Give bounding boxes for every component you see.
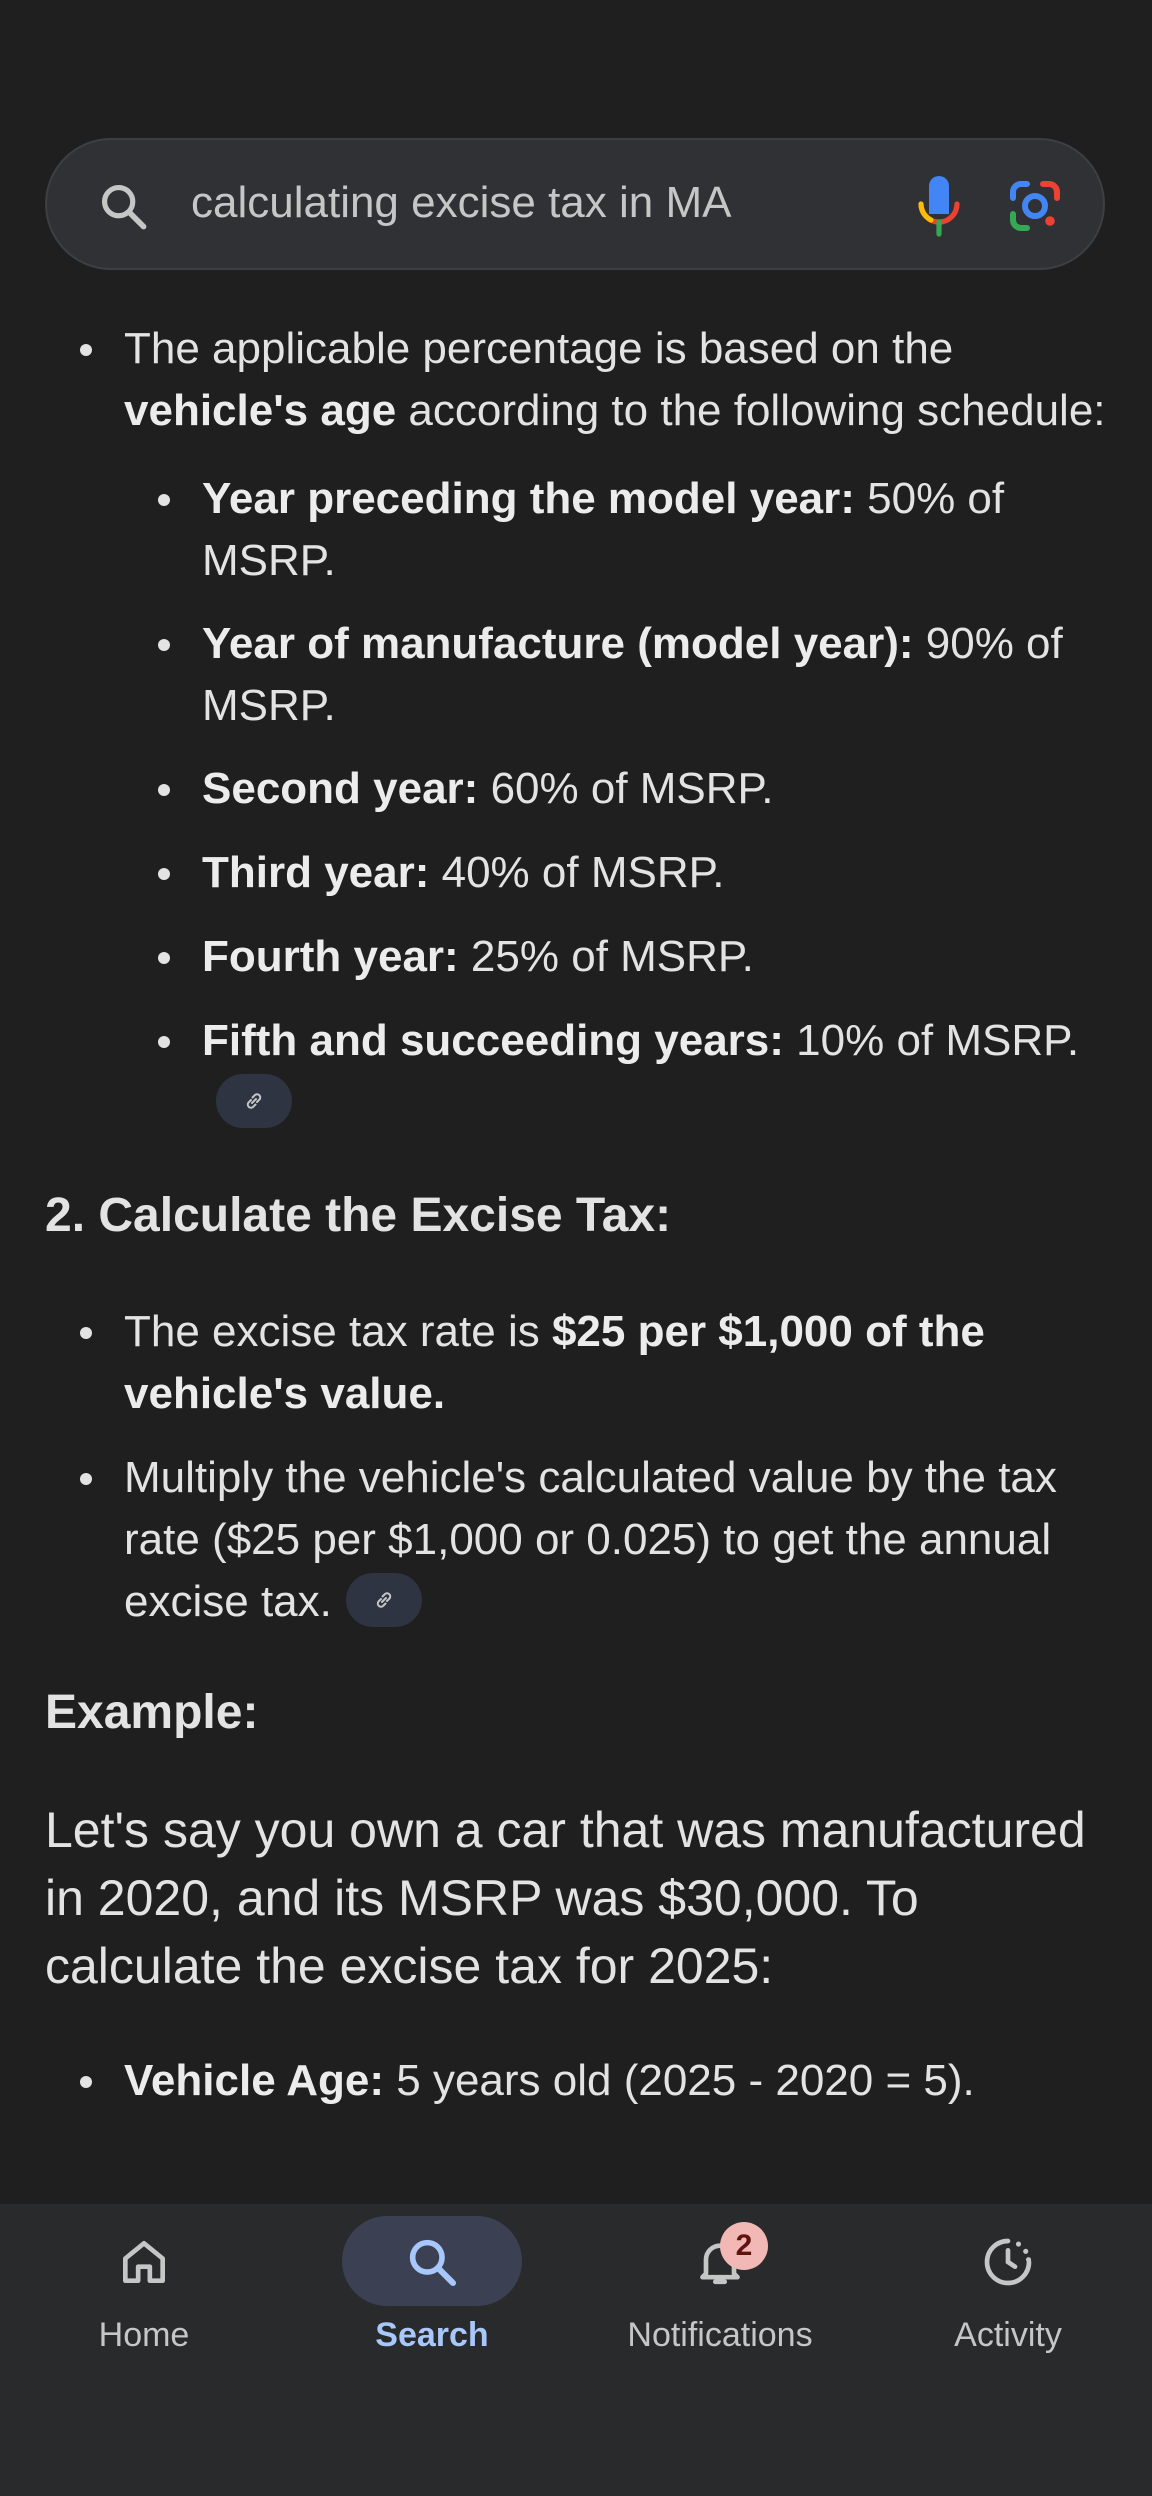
- search-input[interactable]: calculating excise tax in MA: [191, 178, 732, 227]
- list-item: Year preceding the model year: 50% of MSRP.: [0, 468, 1152, 592]
- example-paragraph: Let's say you own a car that was manufactured in 2020, and its MSRP was $30,000. To calculate the excise tax for 2025:: [45, 1802, 1086, 1994]
- list-item: Third year: 40% of MSRP.: [0, 842, 1152, 904]
- activity-icon: [980, 2234, 1036, 2290]
- nav-label: Activity: [954, 2316, 1062, 2354]
- list-item: Multiply the vehicle's calculated value by the tax rate ($25 per $1,000 or 0.025) to get the annual excise tax.: [0, 1447, 1152, 1633]
- nav-label: Search: [375, 2316, 489, 2354]
- nav-activity[interactable]: [864, 2204, 1152, 2404]
- schedule-list: [0, 468, 1152, 1134]
- search-icon[interactable]: [97, 180, 149, 232]
- search-icon: [404, 2234, 460, 2290]
- list-item: Vehicle Age: 5 years old (2025 - 2020 = 5).: [0, 2050, 1152, 2112]
- list-item: The excise tax rate is $25 per $1,000 of the vehicle's value.: [0, 1301, 1152, 1425]
- notifications-badge: 2: [720, 2222, 768, 2270]
- microphone-icon[interactable]: [915, 174, 963, 238]
- nav-search[interactable]: [288, 2204, 576, 2404]
- nav-label: Home: [98, 2316, 190, 2354]
- list-item: Fifth and succeeding years: 10% of MSRP.: [0, 1010, 1152, 1134]
- ai-overview-content: [0, 300, 1152, 2112]
- source-link-chip[interactable]: [216, 1074, 292, 1128]
- schedule-intro-list: [0, 318, 1152, 442]
- source-link-chip[interactable]: [346, 1573, 422, 1627]
- list-item: The applicable percentage is based on the vehicle's age according to the following schedule:: [0, 318, 1152, 442]
- nav-label: Notifications: [627, 2316, 813, 2354]
- link-icon: [242, 1089, 266, 1113]
- example-list: [0, 2050, 1152, 2112]
- tax-rate-list: [0, 1301, 1152, 1633]
- link-icon: [372, 1588, 396, 1612]
- section-heading: 2. Calculate the Excise Tax:: [45, 1189, 672, 1242]
- home-icon: [116, 2234, 172, 2290]
- list-item: Fourth year: 25% of MSRP.: [0, 926, 1152, 988]
- nav-notifications[interactable]: [576, 2204, 864, 2404]
- example-heading: Example:: [45, 1686, 259, 1739]
- search-bar[interactable]: [45, 138, 1105, 270]
- nav-home[interactable]: [0, 2204, 288, 2404]
- list-item: Second year: 60% of MSRP.: [0, 758, 1152, 820]
- list-item: Year of manufacture (model year): 90% of MSRP.: [0, 613, 1152, 737]
- bottom-navigation: [0, 2204, 1152, 2496]
- google-lens-icon[interactable]: [1007, 178, 1063, 234]
